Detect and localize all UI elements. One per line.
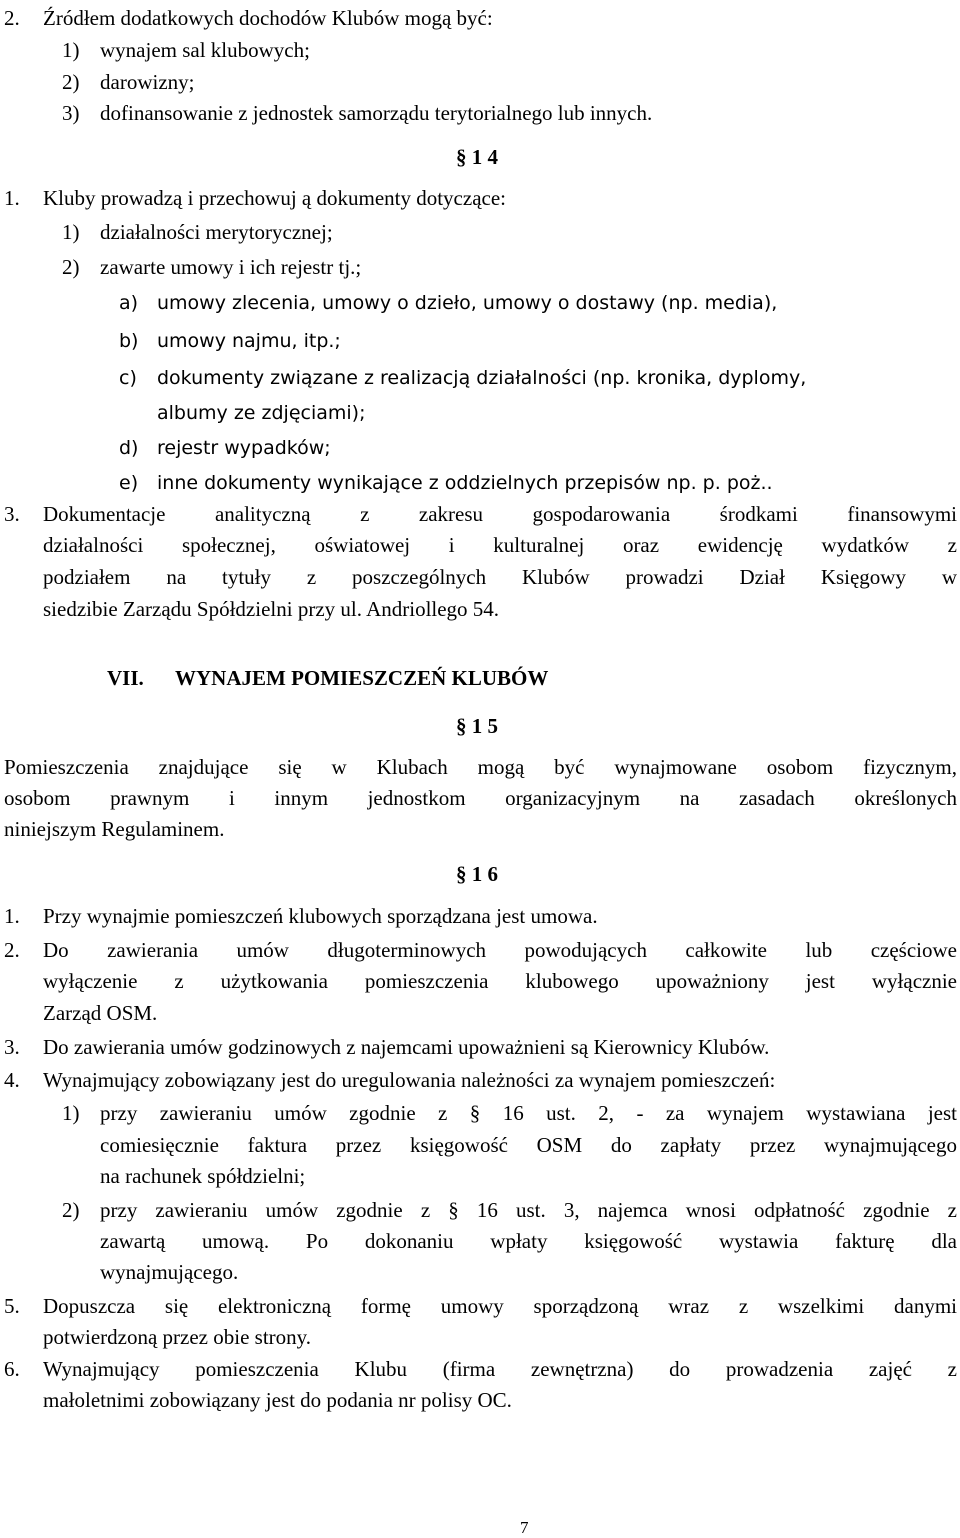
sub-text: działalności merytorycznej; <box>100 220 333 244</box>
chapter-number: VII. <box>107 666 144 690</box>
item-text: Przy wynajmie pomieszczeń klubowych sporządzana jest umowa. <box>43 904 598 928</box>
sub-text: wynajem sal klubowych; <box>100 38 310 62</box>
item-number: 1. <box>4 186 20 210</box>
item-number: 5. <box>4 1294 20 1318</box>
item-text: Źródłem dodatkowych dochodów Klubów mogą być: <box>43 6 493 30</box>
paragraph-line: osobom prawnym i innym jednostkom organizacyjnym na zasadach określonych <box>4 786 957 810</box>
letter-number: c) <box>119 367 137 389</box>
item-number: 2. <box>4 938 20 962</box>
sub-text: zawarte umowy i ich rejestr tj.; <box>100 255 362 279</box>
page-number: 7 <box>520 1518 529 1537</box>
sub-number: 1) <box>62 1101 80 1125</box>
paragraph-line: siedzibie Zarządu Spółdzielni przy ul. Andriollego 54. <box>43 597 500 621</box>
item-number: 4. <box>4 1068 20 1092</box>
sub-text: zawartą umową. Po dokonaniu wpłaty księgowość wystawia fakturę dla <box>100 1229 957 1253</box>
item-text: Zarząd OSM. <box>43 1001 158 1025</box>
letter-number: a) <box>119 292 139 314</box>
paragraph-line: Dokumentacje analityczną z zakresu gospodarowania środkami finansowymi <box>43 502 957 526</box>
sub-text: dofinansowanie z jednostek samorządu terytorialnego lub innych. <box>100 101 653 125</box>
letter-number: e) <box>119 472 139 494</box>
sub-number: 2) <box>62 70 80 94</box>
item-number: 3. <box>4 1035 20 1059</box>
letter-number: b) <box>119 330 139 352</box>
item-text: potwierdzoną przez obie strony. <box>43 1325 312 1349</box>
item-text: Dopuszcza się elektroniczną formę umowy sporządzoną wraz z wszelkimi danymi <box>43 1294 957 1318</box>
sub-number: 3) <box>62 101 80 125</box>
sub-text: comiesięcznie faktura przez księgowość OSM do zapłaty przez wynajmującego <box>100 1133 957 1157</box>
sub-text: przy zawieraniu umów zgodnie z § 16 ust. 3, najemca wnosi odpłatność zgodnie z <box>100 1198 957 1222</box>
sub-text: na rachunek spółdzielni; <box>100 1164 306 1188</box>
chapter-title: WYNAJEM POMIESZCZEŃ KLUBÓW <box>175 666 549 690</box>
letter-text: albumy ze zdjęciami); <box>157 402 366 424</box>
item-text: Do zawierania umów długoterminowych powodujących całkowite lub częściowe <box>43 938 957 962</box>
item-text: Kluby prowadzą i przechowuj ą dokumenty dotyczące: <box>43 186 506 210</box>
letter-text: dokumenty związane z realizacją działalności (np. kronika, dyplomy, <box>157 367 807 389</box>
letter-number: d) <box>119 437 139 459</box>
item-number: 3. <box>4 502 20 526</box>
paragraph-line: działalności społecznej, oświatowej i kulturalnej oraz ewidencję wydatków z <box>43 533 957 557</box>
section-heading-14: § 1 4 <box>456 145 498 169</box>
sub-number: 2) <box>62 255 80 279</box>
sub-text: przy zawieraniu umów zgodnie z § 16 ust. 2, - za wynajem wystawiana jest <box>100 1101 957 1125</box>
item-text: małoletnimi zobowiązany jest do podania nr polisy OC. <box>43 1388 512 1412</box>
item-text: Wynajmujący zobowiązany jest do uregulowania należności za wynajem pomieszczeń: <box>43 1068 776 1092</box>
item-number: 2. <box>4 6 20 30</box>
letter-text: inne dokumenty wynikające z oddzielnych przepisów np. p. poż.. <box>157 472 773 494</box>
section-heading-15: § 1 5 <box>456 714 498 738</box>
item-number: 1. <box>4 904 20 928</box>
item-number: 6. <box>4 1357 20 1381</box>
sub-number: 1) <box>62 38 80 62</box>
sub-text: wynajmującego. <box>100 1260 239 1284</box>
item-text: Wynajmujący pomieszczenia Klubu (firma zewnętrzna) do prowadzenia zajęć z <box>43 1357 957 1381</box>
letter-text: umowy zlecenia, umowy o dzieło, umowy o dostawy (np. media), <box>157 292 778 314</box>
sub-text: darowizny; <box>100 70 195 94</box>
paragraph-line: niniejszym Regulaminem. <box>4 817 225 841</box>
item-text: wyłączenie z użytkowania pomieszczenia klubowego upoważniony jest wyłącznie <box>43 969 957 993</box>
paragraph-line: podziałem na tytuły z poszczególnych Klubów prowadzi Dział Księgowy w <box>43 565 957 589</box>
letter-text: rejestr wypadków; <box>157 437 331 459</box>
sub-number: 1) <box>62 220 80 244</box>
section-heading-16: § 1 6 <box>456 862 498 886</box>
paragraph-line: Pomieszczenia znajdujące się w Klubach mogą być wynajmowane osobom fizycznym, <box>4 755 957 779</box>
item-text: Do zawierania umów godzinowych z najemcami upoważnieni są Kierownicy Klubów. <box>43 1035 770 1059</box>
letter-text: umowy najmu, itp.; <box>157 330 341 352</box>
sub-number: 2) <box>62 1198 80 1222</box>
